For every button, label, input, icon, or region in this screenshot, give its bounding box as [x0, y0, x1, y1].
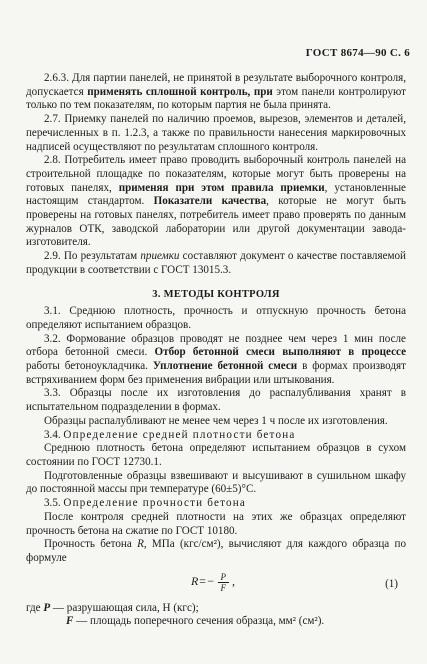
text-segment: Подготовленные образцы взвешивают и высушивают в сушильном шкафу до постоянной массы при температуре (60±5)°С.: [26, 469, 406, 496]
formula-lhs: R=−: [191, 574, 215, 589]
document-body: [26, 72, 406, 629]
paragraph: [26, 429, 406, 443]
formula-number: (1): [385, 577, 398, 590]
text-segment: составляют документ о качестве поставляемой продукции в соответствии с ГОСТ 13015.3.: [26, 250, 406, 276]
text-segment: 3.1. Среднюю плотность, прочность и отпускную прочность бетона определяют испытанием образцов.: [26, 305, 406, 331]
where-symbol-f: F: [66, 615, 74, 628]
where-line-2: [26, 615, 406, 629]
text-segment: Отбор бетонной смеси выполняют в процессе: [154, 346, 406, 359]
where-symbol-p: P: [43, 601, 51, 614]
text-segment: , МПа (кгс/см²), вычисляют для каждого образца по формуле: [26, 538, 406, 564]
text-segment: Определение средней плотности бетона: [63, 428, 296, 441]
formula-fraction: [218, 572, 230, 593]
paragraph: [26, 154, 406, 250]
text-segment: Прочность бетона: [44, 538, 138, 551]
text-segment: 2.9. По результатам: [44, 250, 141, 263]
text-segment: Среднюю плотность бетона определяют испытанием образцов в сухом состоянии по ГОСТ 12730.1.: [26, 442, 406, 468]
text-segment: После контроля средней плотности на этих же образцах определяют прочность бетона на сжатие по ГОСТ 10180.: [26, 510, 406, 537]
page-header: ГОСТ 8674—90 С. 6: [305, 47, 410, 59]
text-segment: 3.2. Формование образцов проводят не позднее чем через 1 мин после отбора бетонной смеси.: [26, 332, 406, 359]
text-segment: Уплотнение бетонной смеси: [152, 360, 298, 373]
paragraphs-after: [26, 305, 406, 565]
text-segment: этом панели контролируют только по тем показателям, по которым партия не была принята.: [26, 85, 406, 112]
text-segment: работы бетоноукладчика.: [26, 360, 153, 373]
where-prefix: где: [26, 601, 44, 614]
section-title: 3. МЕТОДЫ КОНТРОЛЯ: [152, 288, 280, 300]
formula-tail: ,: [232, 574, 236, 589]
text-segment: Образцы распалубливают не менее чем через 1 ч после их изготовления.: [44, 414, 388, 427]
paragraph: [26, 250, 406, 277]
paragraph: [26, 538, 406, 565]
where-text-f: — площадь поперечного сечения образца, мм² (см²).: [73, 615, 325, 628]
text-segment: Показатели качества: [153, 195, 267, 208]
text-segment: в формах производят встряхиванием форм без применения вибрации или штыкования.: [26, 360, 406, 386]
text-segment: приемки: [140, 250, 180, 263]
formula-block: [26, 570, 406, 600]
text-segment: 2.7. Приемку панелей по наличию проемов, вырезов, элементов и деталей, перечисленных в п. 1.2.3, а также по правильности нанесения маркировочных надписей осуществляют по результатам сплошного контроля.: [26, 113, 406, 153]
paragraph: [26, 305, 406, 332]
text-segment: 3.5.: [44, 497, 64, 510]
paragraph: [26, 387, 406, 414]
where-text-p: — разрушающая сила, Н (кгс);: [50, 601, 199, 614]
formula-denominator: F: [220, 582, 227, 593]
text-segment: 3.4.: [44, 428, 64, 441]
paragraph: [26, 72, 406, 113]
paragraphs-before: [26, 72, 406, 278]
paragraph: [26, 442, 406, 469]
formula-numerator: P: [218, 572, 230, 583]
paragraph: [26, 470, 406, 497]
text-segment: 2.6.3. Для партии панелей, не принятой в результате выборочного контроля, допускается: [26, 72, 406, 98]
paragraph: [26, 415, 406, 429]
text-segment: применяя при этом правила приемки: [118, 181, 325, 194]
formula-expression: [191, 572, 235, 593]
text-segment: , которые не могут быть проверены на готовых панелях, потребитель имеет право проверять по данным журналов ОТК, заводской лаборатории или другой документации завода-изготовителя.: [26, 195, 406, 249]
text-segment: применять сплошной контроль, при: [87, 85, 273, 98]
text-segment: 2.8. Потребитель имеет право проводить выборочный контроль панелей на строительной площадке по показателям, которые могут быть проверены на готовых панелях,: [26, 154, 406, 194]
paragraph: [26, 497, 406, 511]
text-segment: , установленные настоящим стандартом.: [26, 181, 406, 208]
paragraph: [26, 333, 406, 388]
paragraph: [26, 113, 406, 154]
text-segment: R: [137, 538, 144, 551]
where-line-1: [26, 602, 406, 616]
text-segment: Определение прочности бетона: [63, 497, 246, 510]
text-segment: 3.3. Образцы после их изготовления до распалубливания хранят в испытательном подразделении в формах.: [26, 387, 406, 414]
paragraph: [26, 511, 406, 538]
